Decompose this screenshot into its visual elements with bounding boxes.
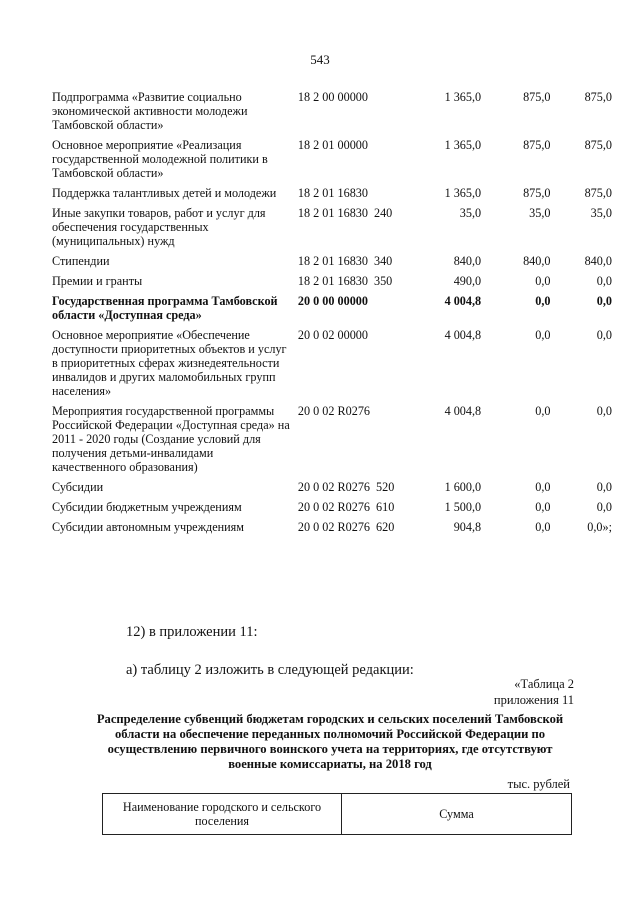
subvention-table-header [102, 793, 572, 835]
row-code [294, 500, 418, 520]
row-code-vr: 340 [373, 254, 393, 268]
row-value-3: 0,0 [596, 328, 612, 342]
table-row [52, 328, 612, 404]
row-value-3: 0,0 [596, 480, 612, 494]
header-cell-sum: Сумма [342, 794, 572, 835]
row-value-3: 0,0 [596, 500, 612, 514]
units-label: тыс. рублей [507, 777, 570, 791]
budget-table-body [52, 90, 612, 540]
row-value-1: 1 500,0 [444, 500, 482, 514]
row-value-2: 840,0 [523, 254, 551, 268]
row-value-1: 4 004,8 [444, 328, 482, 342]
row-code-csr: 20 0 02 R0276 [297, 404, 371, 418]
row-code-csr: 20 0 02 00000 [297, 328, 368, 342]
row-code-csr: 18 2 01 16830 [297, 274, 368, 288]
row-value-1: 35,0 [459, 206, 482, 220]
row-name: Поддержка талантливых детей и молодежи [52, 186, 277, 200]
row-code-csr: 20 0 02 R0276 [297, 480, 371, 494]
table-row [52, 294, 612, 328]
table-row [52, 500, 612, 520]
row-code-vr: 610 [376, 500, 395, 514]
row-code-csr: 18 2 01 16830 [297, 186, 368, 200]
row-value-1: 1 365,0 [444, 186, 482, 200]
row-code-csr: 20 0 02 R0276 [297, 500, 371, 514]
table-row [52, 480, 612, 500]
row-name: Основное мероприятие «Обеспечение доступности приоритетных объектов и услуг в приоритетных сферах жизнедеятельности инвалидов и других маломобильных групп населения» [52, 328, 287, 398]
row-value-3: 875,0 [584, 138, 612, 152]
row-value-3: 875,0 [584, 90, 612, 104]
row-value-3: 875,0 [584, 186, 612, 200]
table-row [52, 186, 612, 206]
row-code [294, 294, 418, 328]
row-code [294, 186, 418, 206]
row-name: Субсидии автономным учреждениям [52, 520, 244, 534]
row-value-2: 0,0 [535, 480, 551, 494]
row-code [294, 404, 418, 480]
row-value-2: 0,0 [535, 520, 551, 534]
row-code [294, 480, 418, 500]
row-value-1: 904,8 [453, 520, 482, 534]
row-code-csr: 18 2 01 16830 [297, 206, 368, 220]
row-code [294, 254, 418, 274]
row-value-3: 35,0 [590, 206, 612, 220]
table-caption [494, 676, 574, 708]
row-value-3: 0,0 [596, 404, 612, 418]
table-row [52, 254, 612, 274]
row-value-1: 1 365,0 [444, 90, 482, 104]
budget-table [52, 90, 612, 540]
header-row [103, 794, 572, 835]
row-name: Государственная программа Тамбовской области «Доступная среда» [52, 294, 278, 322]
amendment-item-a: а) таблицу 2 изложить в следующей редакции: [126, 662, 414, 678]
row-value-2: 0,0 [535, 274, 551, 288]
row-code-csr: 18 2 01 16830 [297, 254, 368, 268]
row-name: Основное мероприятие «Реализация государственной молодежной политики в Тамбовской области» [52, 138, 268, 180]
row-code [294, 90, 418, 138]
row-code-csr: 20 0 02 R0276 [297, 520, 371, 534]
row-name: Премии и гранты [52, 274, 143, 288]
table-row [52, 138, 612, 186]
row-code-vr: 240 [373, 206, 393, 220]
row-code-vr: 520 [376, 480, 395, 494]
row-value-2: 0,0 [535, 404, 551, 418]
row-code [294, 138, 418, 186]
row-name: Субсидии [52, 480, 104, 494]
row-value-3: 840,0 [584, 254, 612, 268]
table-row [52, 90, 612, 138]
row-value-1: 4 004,8 [444, 404, 482, 418]
row-value-1: 490,0 [453, 274, 482, 288]
row-name: Подпрограмма «Развитие социально экономической активности молодежи Тамбовской области» [52, 90, 248, 132]
row-name: Субсидии бюджетным учреждениям [52, 500, 242, 514]
row-code-csr: 18 2 00 00000 [297, 90, 368, 104]
row-value-2: 0,0 [535, 500, 551, 514]
row-value-2: 875,0 [523, 186, 551, 200]
row-value-2: 0,0 [535, 294, 551, 308]
amendment-item-12: 12) в приложении 11: [126, 624, 258, 640]
row-value-1: 1 600,0 [444, 480, 482, 494]
table-row [52, 520, 612, 540]
row-code-csr: 20 0 00 00000 [297, 294, 368, 308]
row-code [294, 520, 418, 540]
row-code-csr: 18 2 01 00000 [297, 138, 368, 152]
table-caption-line1: «Таблица 2 [514, 677, 574, 691]
row-code [294, 274, 418, 294]
table-caption-line2: приложения 11 [493, 693, 574, 707]
row-code-vr: 350 [373, 274, 393, 288]
row-code-vr: 620 [376, 520, 395, 534]
row-value-2: 0,0 [535, 328, 551, 342]
row-value-2: 875,0 [523, 138, 551, 152]
table-row [52, 404, 612, 480]
table-row [52, 274, 612, 294]
row-code [294, 328, 418, 404]
header-cell-name: Наименование городского и сельского поселения [103, 794, 342, 835]
row-value-3: 0,0»; [587, 520, 612, 534]
row-name: Иные закупки товаров, работ и услуг для обеспечения государственных (муниципальных) нужд [52, 206, 266, 248]
row-value-1: 4 004,8 [444, 294, 482, 308]
page-number: 543 [310, 52, 330, 67]
row-value-3: 0,0 [596, 274, 612, 288]
row-name: Мероприятия государственной программы Российской Федерации «Доступная среда» на 2011 - 2020 годы (Создание условий для получения детьми-инвалидами качественного образования) [52, 404, 290, 474]
row-value-2: 875,0 [523, 90, 551, 104]
row-value-2: 35,0 [529, 206, 551, 220]
section-title: Распределение субвенций бюджетам городских и сельских поселений Тамбовской области на обеспечение переданных полномочий Российской Федерации по осуществлению первичного воинского учета на территориях, где отсутствуют военные комиссариаты, на 2018 год [96, 712, 564, 771]
row-value-3: 0,0 [596, 294, 612, 308]
row-value-1: 1 365,0 [444, 138, 482, 152]
row-value-1: 840,0 [453, 254, 482, 268]
table-row [52, 206, 612, 254]
row-code [294, 206, 418, 254]
row-name: Стипендии [52, 254, 110, 268]
